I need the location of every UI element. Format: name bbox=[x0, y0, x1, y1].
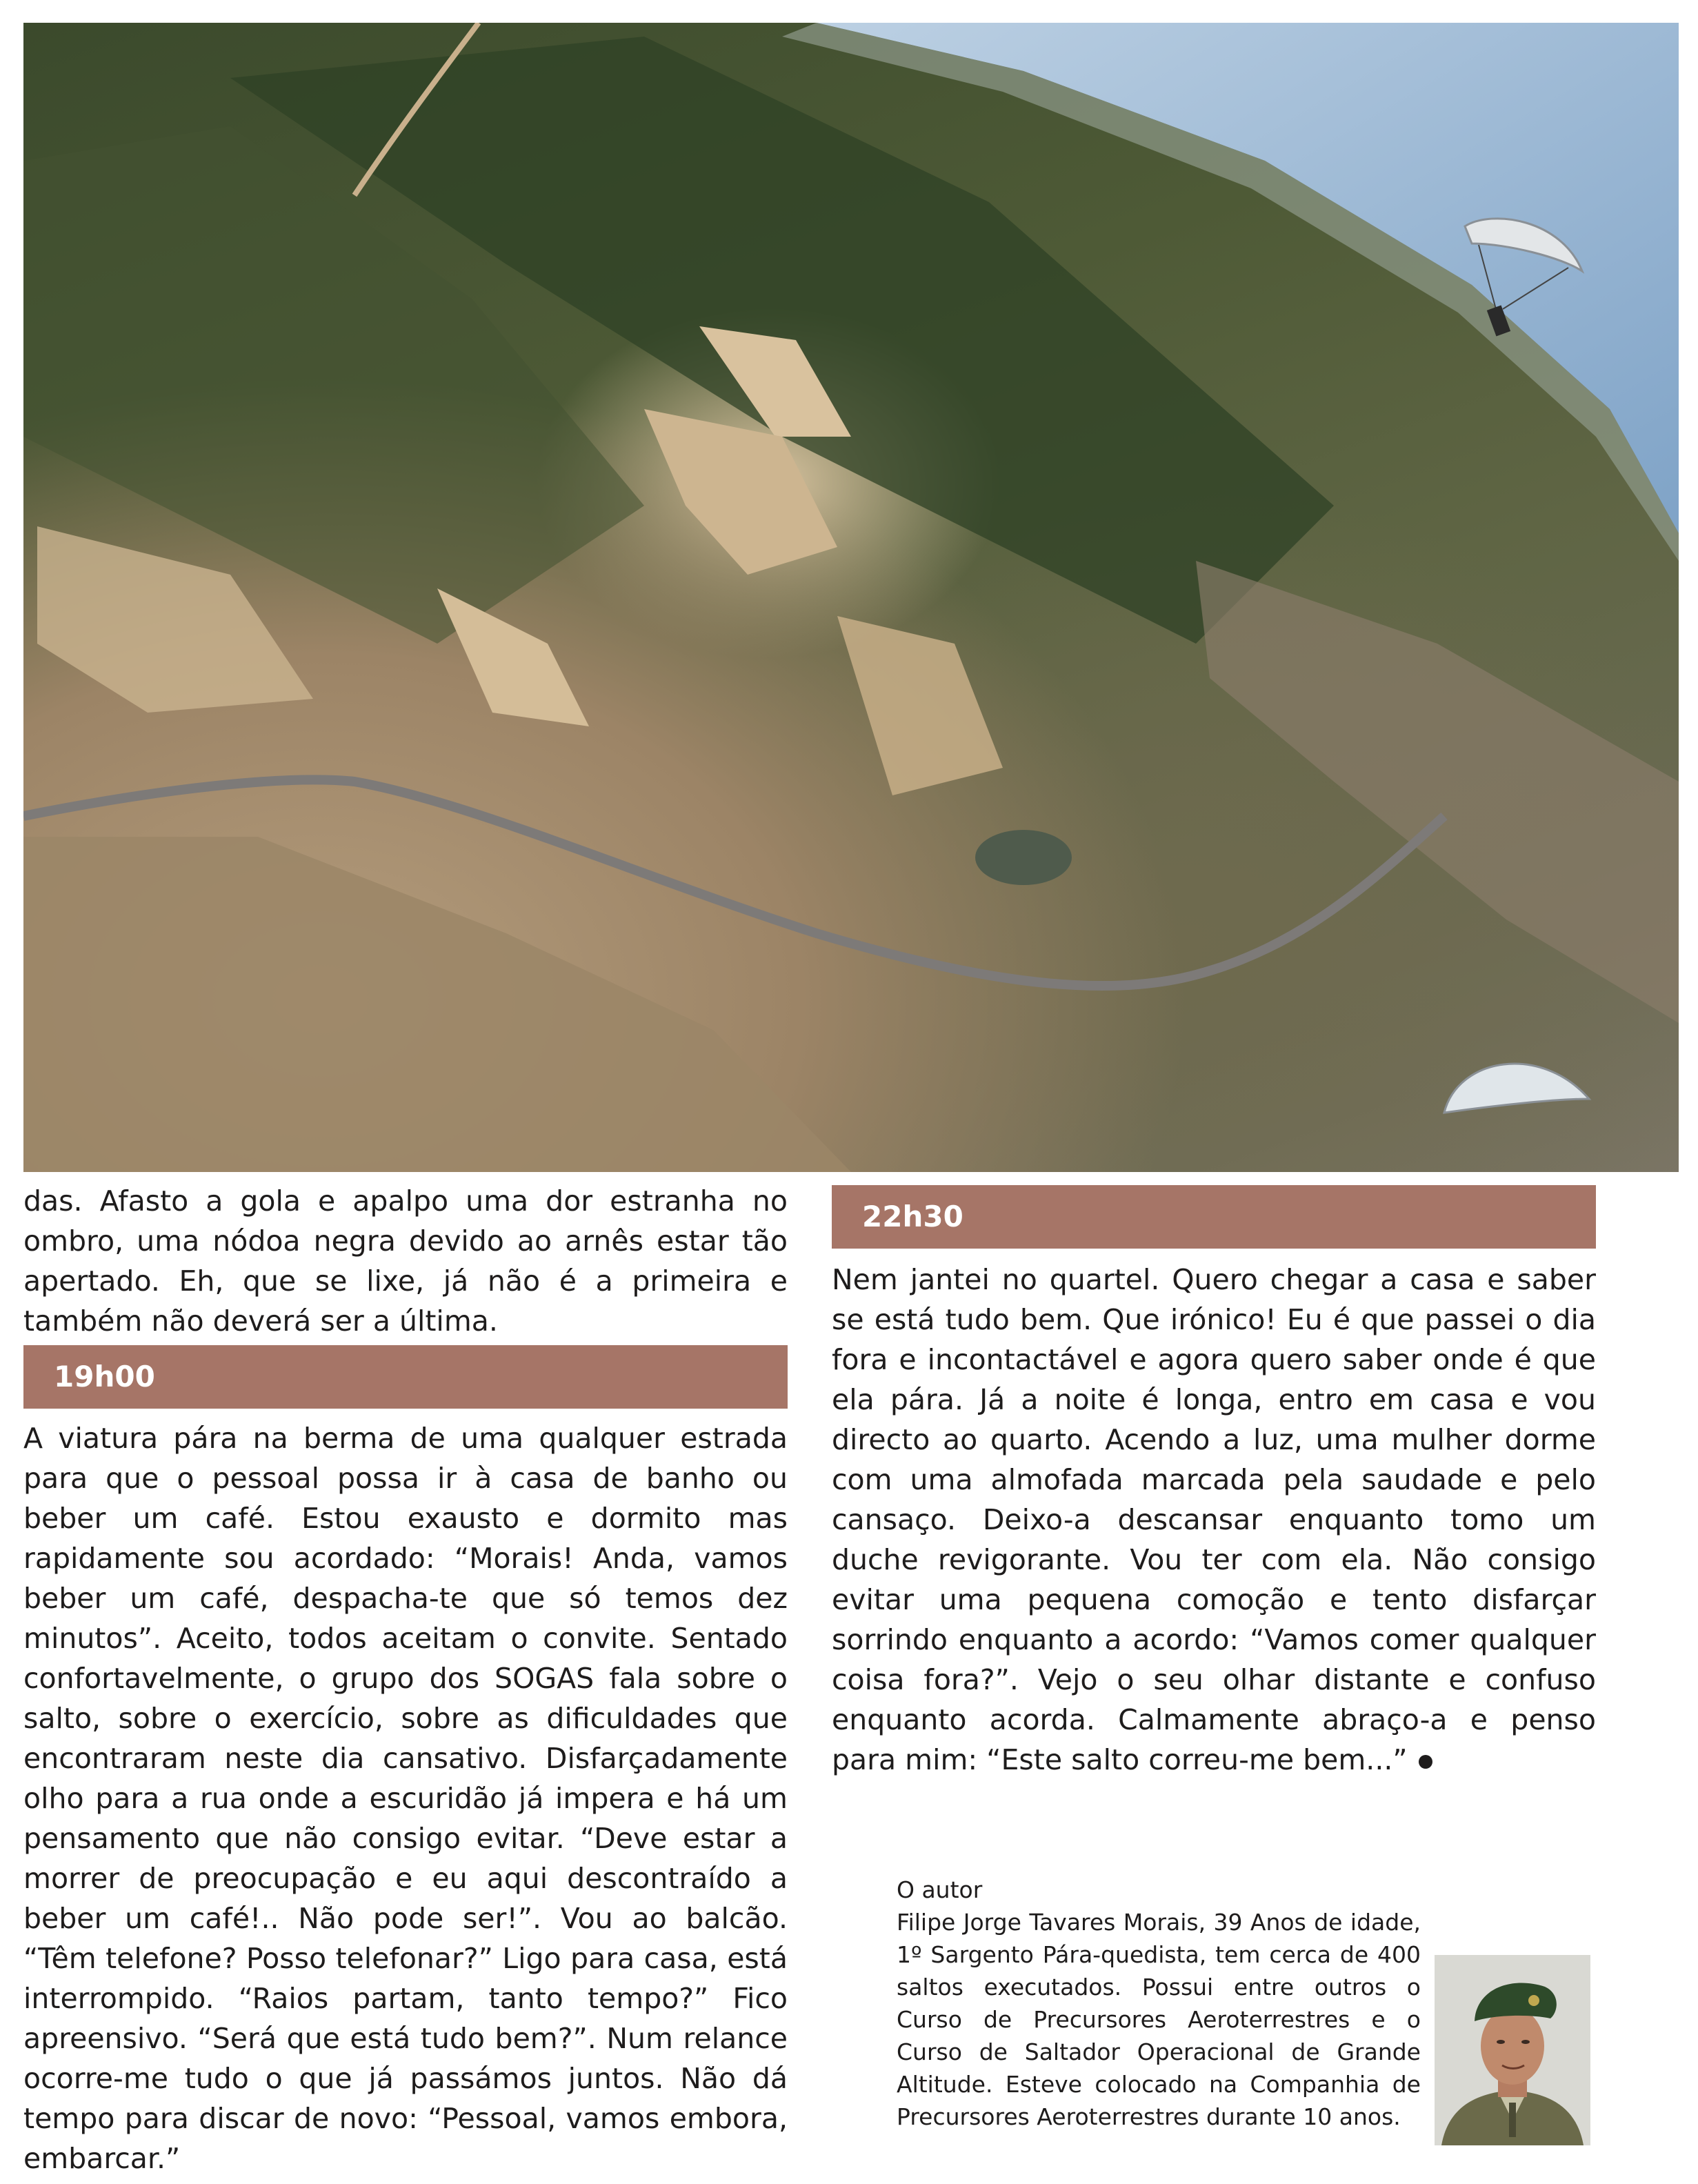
town-area bbox=[1196, 561, 1679, 1023]
section-22h30-paragraph bbox=[832, 1260, 1596, 1780]
author-portrait bbox=[1435, 1955, 1590, 2145]
aerial-photo-illustration bbox=[23, 23, 1679, 1172]
author-bio: Filipe Jorge Tavares Morais, 39 Anos de idade, 1º Sargento Pára-quedista, tem cerca de 400 saltos executados. Possui entre outros o Curso de Precursores Aeroterrestres e o Curso de Saltador Operacional de Grande Altitude. Esteve colocado na Companhia de Precursores Aeroterrestres durante 10 anos. bbox=[897, 1909, 1421, 2130]
author-box bbox=[897, 1874, 1421, 2133]
end-of-article-bullet bbox=[1419, 1755, 1432, 1769]
aerial-photo bbox=[23, 23, 1679, 1172]
right-column-section bbox=[832, 1260, 1596, 1780]
sand-clearing-3 bbox=[437, 588, 589, 726]
parachute-lower bbox=[1444, 1064, 1589, 1113]
section-time-label: 22h30 bbox=[862, 1200, 963, 1233]
section-19h00-paragraph: A viatura pára na berma de uma qualquer estrada para que o pessoal possa ir à casa de banho ou beber um café. Estou exausto e dormito mas rapidamente sou acordado: “Morais! Anda, vamos beber um café, despacha-te que só temos dez minutos”. Aceito, todos aceitam o convite. Sentado confortavelmente, o grupo dos SOGAS fala sobre o salto, sobre o exercício, sobre as dificuldades que encontraram neste dia cansativo. Disfarçadamente olho para a rua onde a escuridão já impera e há um pensamento que não consigo evitar. “Deve estar a morrer de preocupação e eu aqui descontraído a beber um café!.. Não pode ser!”. Vou ao balcão. “Têm telefone? Posso telefonar?” Ligo para casa, está interrompido. “Raios partam, tanto tempo?” Fico apreensivo. “Será que está tudo bem?”. Num relance ocorre-me tudo o que já passámos juntos. Não dá tempo para discar de novo: “Pessoal, vamos embora, embarcar.” bbox=[23, 1422, 788, 2175]
continuation-paragraph: das. Afasto a gola e apalpo uma dor estranha no ombro, uma nódoa negra devido ao arnês estar tão apertado. Eh, que se lixe, já não é a primeira e também não deverá ser a última. bbox=[23, 1184, 788, 1338]
author-heading: O autor bbox=[897, 1876, 983, 1903]
pond bbox=[975, 830, 1072, 885]
sand-clearing-5 bbox=[837, 616, 1003, 795]
section-time-label: 19h00 bbox=[54, 1360, 155, 1393]
author-portrait-illustration bbox=[1435, 1955, 1590, 2145]
section-22h30-text: Nem jantei no quartel. Quero chegar a casa e saber se está tudo bem. Que irónico! Eu é que passei o dia fora e incontactável e agora quero saber onde é que ela pára. Já a noite é longa, entro em casa e vou directo ao quarto. Acendo a luz, uma mulher dorme com uma almofada marcada pela saudade e pelo cansaço. Deixo-a descansar enquanto tomo um duche revigorante. Vou ter com ela. Não consigo evitar uma pequena comoção e tento disfarçar sorrindo enquanto a acordo: “Vamos comer qualquer coisa fora?”. Vejo o seu olhar distante e confuso enquanto acorda. Calmamente abraço-a e penso para mim: “Este salto correu-me bem...” bbox=[832, 1263, 1596, 1776]
field-area bbox=[23, 837, 851, 1172]
left-column-section bbox=[23, 1418, 788, 2178]
section-header-22h30 bbox=[832, 1185, 1596, 1249]
section-header-19h00 bbox=[23, 1345, 788, 1409]
left-column-continuation bbox=[23, 1181, 788, 1341]
